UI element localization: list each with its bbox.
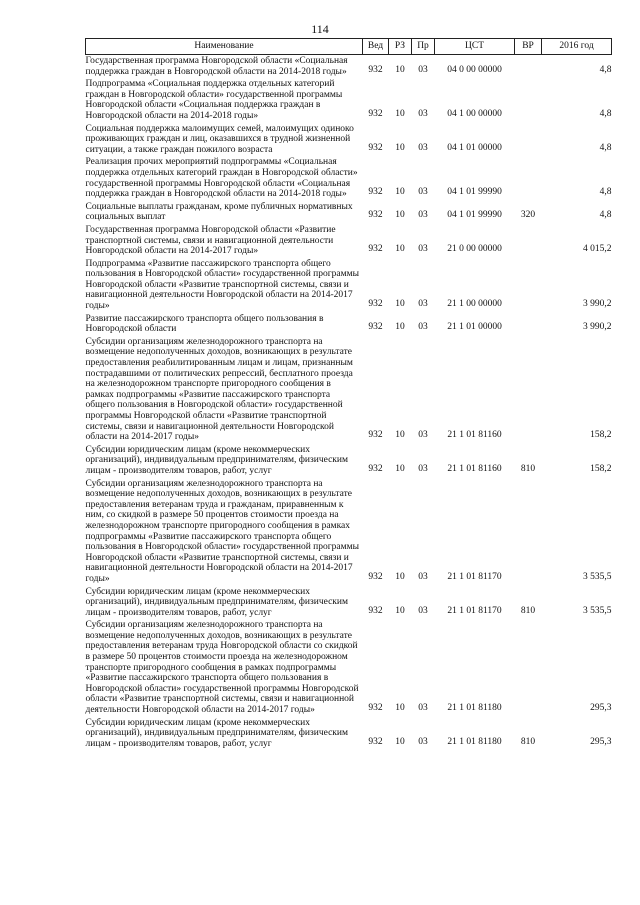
row-ved: 932	[368, 430, 383, 441]
row-pr: 03	[418, 108, 428, 119]
table-row	[86, 619, 612, 716]
table-row	[86, 444, 612, 478]
row-cst: 21 1 01 81170	[447, 605, 502, 616]
row-name: Субсидии организациям железнодорожного транспорта на возмещение недополученных доходов, возникающих в результате предоставления ветеранам труда Новгородской области со скидкой в размере 50 процентов стоимости проезда на железнодорожном транспорте пригородного сообщения в рамках подпрограммы «Развитие пассажирского транспорта общего пользования в Новгородской области» государственной программы Новгородской области «Развитие транспортной системы, связи и навигационной деятельности Новгородской области на 2014-2017 годы»	[85, 620, 359, 716]
row-amount: 4 015,2	[583, 244, 612, 255]
row-pr: 03	[418, 142, 428, 153]
row-name: Субсидии юридическим лицам (кроме некоммерческих организаций), индивидуальным предпринимателям, физическим лицам - производителям товаров, работ, услуг	[85, 586, 348, 618]
row-name: Социальная поддержка малоимущих семей, малоимущих одиноко проживающих граждан и лиц, оказавшихся в трудной жизненной ситуации, а также граждан пожилого возраста	[85, 123, 354, 155]
row-ved: 932	[368, 142, 383, 153]
row-pr: 03	[418, 64, 428, 75]
table-row	[86, 201, 612, 224]
row-ved: 932	[368, 210, 383, 221]
row-rz: 10	[395, 322, 405, 333]
row-ved: 932	[368, 187, 383, 198]
row-ved: 932	[368, 605, 383, 616]
row-name: Подпрограмма «Социальная поддержка отдельных категорий граждан в Новгородской области» государственной программы Новгородской области «Социальная поддержка граждан в Новгородской области на 2014-2018 годы»	[85, 79, 343, 121]
row-ved: 932	[368, 463, 383, 474]
row-ved: 932	[368, 322, 383, 333]
row-ved: 932	[368, 108, 383, 119]
row-pr: 03	[418, 187, 428, 198]
row-name: Государственная программа Новгородской области «Развитие транспортной системы, связи и навигационной деятельности Новгородской области на 2014-2017 годы»	[85, 224, 336, 257]
row-name: Государственная программа Новгородской области «Социальная поддержка граждан в Новгородской области на 2014-2018 годы»	[85, 56, 348, 77]
row-amount: 158,2	[590, 430, 612, 441]
row-name: Социальные выплаты гражданам, кроме публичных нормативных социальных выплат	[85, 201, 353, 223]
row-vr: 810	[520, 605, 536, 616]
row-amount: 3 990,2	[583, 299, 612, 310]
row-name: Субсидии организациям железнодорожного транспорта на возмещение недополученных доходов, возникающих в результате предоставления реабилитированным лицам и лицам, признанным пострадавшими от политических репрессий, бесплатного проезда на железнодорожном транспорте пригородного сообщения в рамках подпрограммы «Развитие пассажирского транспорта общего пользования в Новгородской области» государственной программы Новгородской области «Развитие транспортной системы, связи и навигационной деятельности Новгородской области на 2014-2017 годы»	[85, 336, 353, 443]
row-amount: 295,3	[590, 703, 612, 714]
row-ved: 932	[368, 64, 383, 75]
budget-table	[85, 38, 612, 750]
row-pr: 03	[418, 571, 428, 582]
row-cst: 21 1 01 00000	[447, 322, 502, 333]
row-cst: 21 1 01 81170	[447, 571, 502, 582]
header-name: Наименование	[86, 39, 363, 55]
row-amount: 4,8	[599, 142, 612, 153]
header-pr: Пр	[412, 39, 435, 55]
row-pr: 03	[418, 463, 428, 474]
row-cst: 21 1 01 81180	[447, 736, 502, 747]
row-rz: 10	[395, 244, 405, 255]
row-pr: 03	[418, 430, 428, 441]
row-pr: 03	[418, 299, 428, 310]
row-name: Реализация прочих мероприятий подпрограммы «Социальная поддержка отдельных категорий граждан в Новгородской области» государственной программы Новгородской области «Социальная поддержка граждан в Новгородской области на 2014-2018 годы»	[85, 157, 358, 200]
table-row	[86, 586, 612, 620]
table-row	[86, 478, 612, 586]
row-cst: 21 1 01 81160	[447, 430, 502, 441]
row-cst: 04 0 00 00000	[447, 64, 502, 75]
table-row	[86, 258, 612, 313]
row-name: Субсидии юридическим лицам (кроме некоммерческих организаций), индивидуальным предпринимателям, физическим лицам - производителям товаров, работ, услуг	[85, 444, 348, 476]
row-amount: 158,2	[590, 463, 612, 474]
row-rz: 10	[395, 64, 405, 75]
table-row	[86, 55, 612, 79]
row-cst: 21 1 01 81160	[447, 463, 502, 474]
row-ved: 932	[368, 244, 383, 255]
row-pr: 03	[418, 322, 428, 333]
row-cst: 04 1 01 99990	[447, 187, 502, 198]
row-rz: 10	[395, 187, 405, 198]
row-amount: 4,8	[599, 64, 612, 75]
row-rz: 10	[395, 299, 405, 310]
row-name: Развитие пассажирского транспорта общего пользования в Новгородской области	[85, 313, 324, 335]
row-cst: 04 1 00 00000	[447, 108, 502, 119]
row-vr: 810	[520, 463, 536, 474]
row-rz: 10	[395, 430, 405, 441]
row-rz: 10	[395, 463, 405, 474]
table-row	[86, 224, 612, 258]
row-vr	[515, 123, 542, 157]
row-rz: 10	[395, 571, 405, 582]
row-rz: 10	[395, 108, 405, 119]
header-cst: ЦСТ	[435, 39, 515, 55]
table-row	[86, 717, 612, 751]
row-name: Субсидии юридическим лицам (кроме некоммерческих организаций), индивидуальным предпринимателям, физическим лицам - производителям товаров, работ, услуг	[85, 717, 348, 749]
row-vr	[515, 156, 542, 200]
row-cst: 04 1 01 99990	[447, 210, 502, 221]
table-header	[86, 39, 612, 55]
row-cst: 21 1 00 00000	[447, 299, 502, 310]
row-vr	[515, 619, 542, 716]
page-number: 114	[311, 22, 329, 36]
row-pr: 03	[418, 605, 428, 616]
table-body	[86, 55, 612, 751]
header-vr: ВР	[515, 39, 542, 55]
row-amount: 3 535,5	[583, 605, 612, 616]
row-amount: 4,8	[599, 187, 612, 198]
row-amount: 3 990,2	[583, 322, 612, 333]
row-vr: 320	[520, 210, 536, 221]
row-vr: 810	[520, 736, 536, 747]
row-pr: 03	[418, 210, 428, 221]
row-vr	[515, 78, 542, 122]
row-vr	[515, 313, 542, 336]
header-amount: 2016 год	[542, 39, 612, 55]
row-pr: 03	[418, 703, 428, 714]
row-name: Подпрограмма «Развитие пассажирского транспорта общего пользования в Новгородской области» государственной программы Новгородской области «Развитие транспортной системы, связи и навигационной деятельности Новгородской области на 2014-2017 годы»	[85, 258, 360, 312]
table-row	[86, 156, 612, 200]
row-rz: 10	[395, 736, 405, 747]
row-pr: 03	[418, 244, 428, 255]
row-ved: 932	[368, 736, 383, 747]
row-cst: 21 1 01 81180	[447, 703, 502, 714]
table-row	[86, 78, 612, 122]
row-vr	[515, 224, 542, 258]
row-amount: 4,8	[599, 210, 612, 221]
row-vr	[515, 478, 542, 586]
row-amount: 295,3	[590, 736, 612, 747]
row-rz: 10	[395, 605, 405, 616]
row-vr	[515, 336, 542, 444]
table-row	[86, 313, 612, 336]
row-pr: 03	[418, 736, 428, 747]
row-ved: 932	[368, 703, 383, 714]
row-rz: 10	[395, 142, 405, 153]
header-ved: Вед	[363, 39, 389, 55]
row-cst: 04 1 01 00000	[447, 142, 502, 153]
row-ved: 932	[368, 571, 383, 582]
header-rz: РЗ	[389, 39, 412, 55]
row-amount: 4,8	[599, 108, 612, 119]
row-name: Субсидии организациям железнодорожного транспорта на возмещение недополученных доходов, возникающих в результате предоставления ветеранам труда и гражданам, приравненным к ним, со скидкой в размере 50 процентов стоимости проезда на железнодорожном транспорте пригородного сообщения в рамках подпрограммы «Развитие пассажирского транспорта общего пользования в Новгородской области» государственной программы Новгородской области «Развитие транспортной системы, связи и навигационной деятельности Новгородской области на 2014-2017 годы»	[85, 478, 360, 584]
row-vr	[515, 55, 542, 79]
row-cst: 21 0 00 00000	[447, 244, 502, 255]
row-ved: 932	[368, 299, 383, 310]
row-rz: 10	[395, 703, 405, 714]
row-vr	[515, 258, 542, 313]
row-rz: 10	[395, 210, 405, 221]
table-row	[86, 123, 612, 157]
table-row	[86, 336, 612, 444]
row-amount: 3 535,5	[583, 571, 612, 582]
